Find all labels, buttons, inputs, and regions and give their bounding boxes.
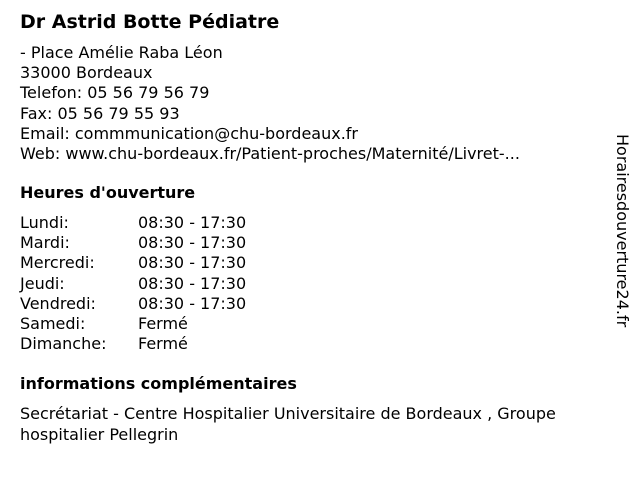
day-label: Dimanche: <box>20 334 107 354</box>
additional-info-text: Secrétariat - Centre Hospitalier Universitaire de Bordeaux , Groupe hospitalier Pellegrin <box>20 404 556 444</box>
email-text: Email: commmunication@chu-bordeaux.fr <box>20 123 358 143</box>
day-label: Vendredi: <box>20 293 96 313</box>
additional-info-heading: informations complémentaires <box>20 374 297 393</box>
day-hours: 08:30 - 17:30 <box>138 273 247 293</box>
contact-block <box>20 43 520 164</box>
day-hours: Fermé <box>138 313 188 333</box>
day-hours: 08:30 - 17:30 <box>138 233 247 253</box>
page-title: Dr Astrid Botte Pédiatre <box>20 11 280 33</box>
day-hours: 08:30 - 17:30 <box>138 213 247 232</box>
day-hours: Fermé <box>138 334 188 354</box>
day-label: Samedi: <box>20 313 86 333</box>
web-text: Web: www.chu-bordeaux.fr/Patient-proches/Maternité/Livret-... <box>20 144 520 164</box>
opening-hours-heading: Heures d'ouverture <box>20 183 196 202</box>
day-label: Lundi: <box>20 213 69 232</box>
site-watermark: Horairesdouverture24.fr <box>613 134 632 328</box>
phone-text: Telefon: 05 56 79 56 79 <box>20 83 210 103</box>
day-hours: 08:30 - 17:30 <box>138 253 247 273</box>
day-label: Mercredi: <box>20 253 95 273</box>
address-line-1: - Place Amélie Raba Léon <box>20 43 223 62</box>
day-label: Jeudi: <box>20 273 65 293</box>
day-hours: 08:30 - 17:30 <box>138 293 247 313</box>
day-label: Mardi: <box>20 233 70 253</box>
fax-text: Fax: 05 56 79 55 93 <box>20 103 180 123</box>
address-line-2: 33000 Bordeaux <box>20 63 153 83</box>
